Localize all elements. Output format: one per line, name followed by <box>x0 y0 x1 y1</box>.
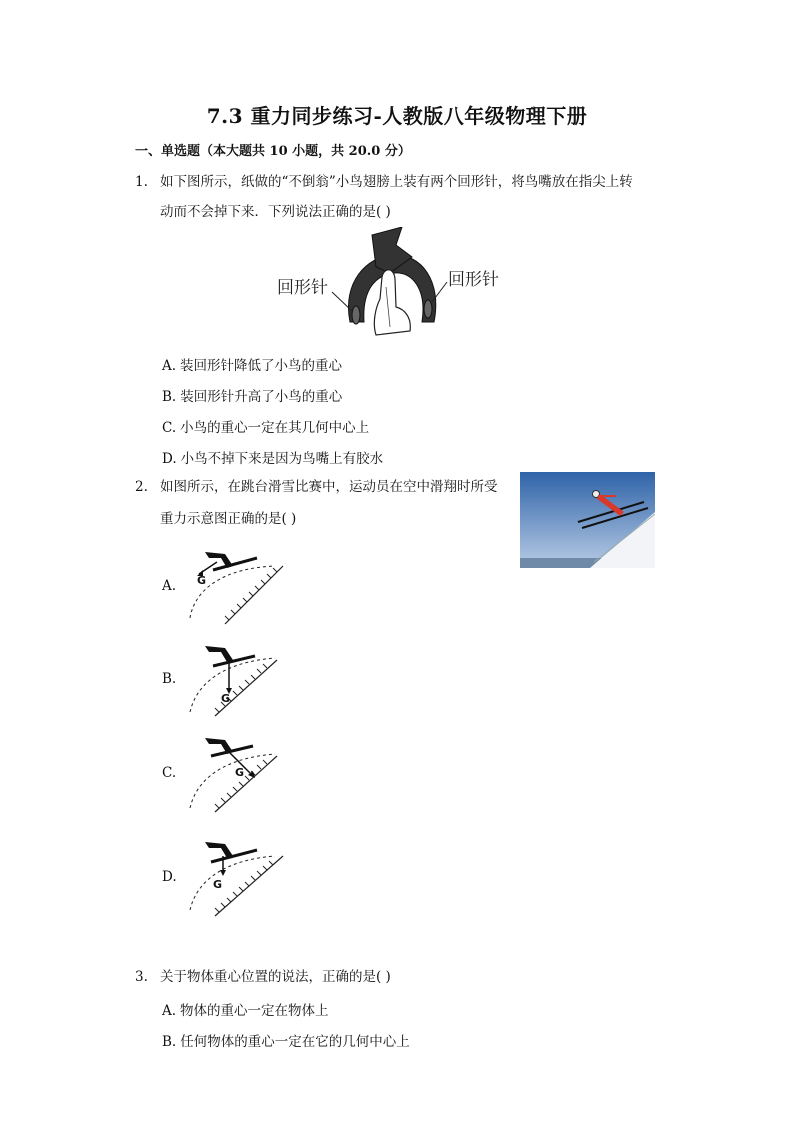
q1-option-b[interactable]: B. 装回形针升高了小鸟的重心 <box>162 389 343 405</box>
gravity-g-label: G <box>235 766 245 779</box>
q2-option-a-label[interactable]: A. <box>162 578 177 594</box>
document-title: 7.3 重力同步练习-人教版八年级物理下册 <box>206 104 588 128</box>
question-text-line-2: 动而不会掉下来．下列说法正确的是( ) <box>160 204 391 220</box>
q2-option-a-figure <box>185 548 285 628</box>
question-text-line-1: 如图所示，在跳台滑雪比赛中，运动员在空中滑翔时所受 <box>160 479 498 495</box>
gravity-g-label: G <box>213 878 223 891</box>
question-1 <box>135 167 675 227</box>
section-heading: 一、单选题（本大题共 10 小题，共 20.0 分） <box>135 144 411 159</box>
q3-option-a[interactable]: A. 物体的重心一定在物体上 <box>162 1003 329 1019</box>
q1-option-d[interactable]: D. 小鸟不掉下来是因为鸟嘴上有胶水 <box>162 451 384 467</box>
ski-jump-photo-drawing <box>520 472 655 568</box>
question-text-line-1: 如下图所示，纸做的“不倒翁”小鸟翅膀上装有两个回形针，将鸟嘴放在指尖上转 <box>160 174 633 190</box>
question-text-line-2: 重力示意图正确的是( ) <box>160 511 297 527</box>
paperclip-label-right: 回形针 <box>448 270 499 290</box>
q2-option-c-figure <box>185 734 285 814</box>
q3-option-b[interactable]: B. 任何物体的重心一定在它的几何中心上 <box>162 1034 410 1050</box>
q1-option-a[interactable]: A. 装回形针降低了小鸟的重心 <box>162 358 343 374</box>
question-number: 3. <box>135 969 148 985</box>
q1-option-c[interactable]: C. 小鸟的重心一定在其几何中心上 <box>162 420 370 436</box>
paperclip-label-left: 回形针 <box>277 278 328 298</box>
question-text-line-1: 关于物体重心位置的说法，正确的是( ) <box>160 969 391 985</box>
question-number: 2. <box>135 479 148 495</box>
q2-option-d-label[interactable]: D. <box>162 869 177 885</box>
gravity-g-label: G <box>197 574 207 587</box>
gravity-g-label: G <box>221 692 231 705</box>
q2-option-b-figure <box>185 640 285 720</box>
question-2 <box>135 472 515 532</box>
ski-jump-photo <box>520 472 655 568</box>
q2-option-b-label[interactable]: B. <box>162 671 177 687</box>
tumbler-bird-figure <box>272 227 522 339</box>
q2-option-c-label[interactable]: C. <box>162 765 177 781</box>
q2-option-d-figure <box>185 838 285 918</box>
question-number: 1. <box>135 174 148 190</box>
question-3 <box>135 962 675 992</box>
